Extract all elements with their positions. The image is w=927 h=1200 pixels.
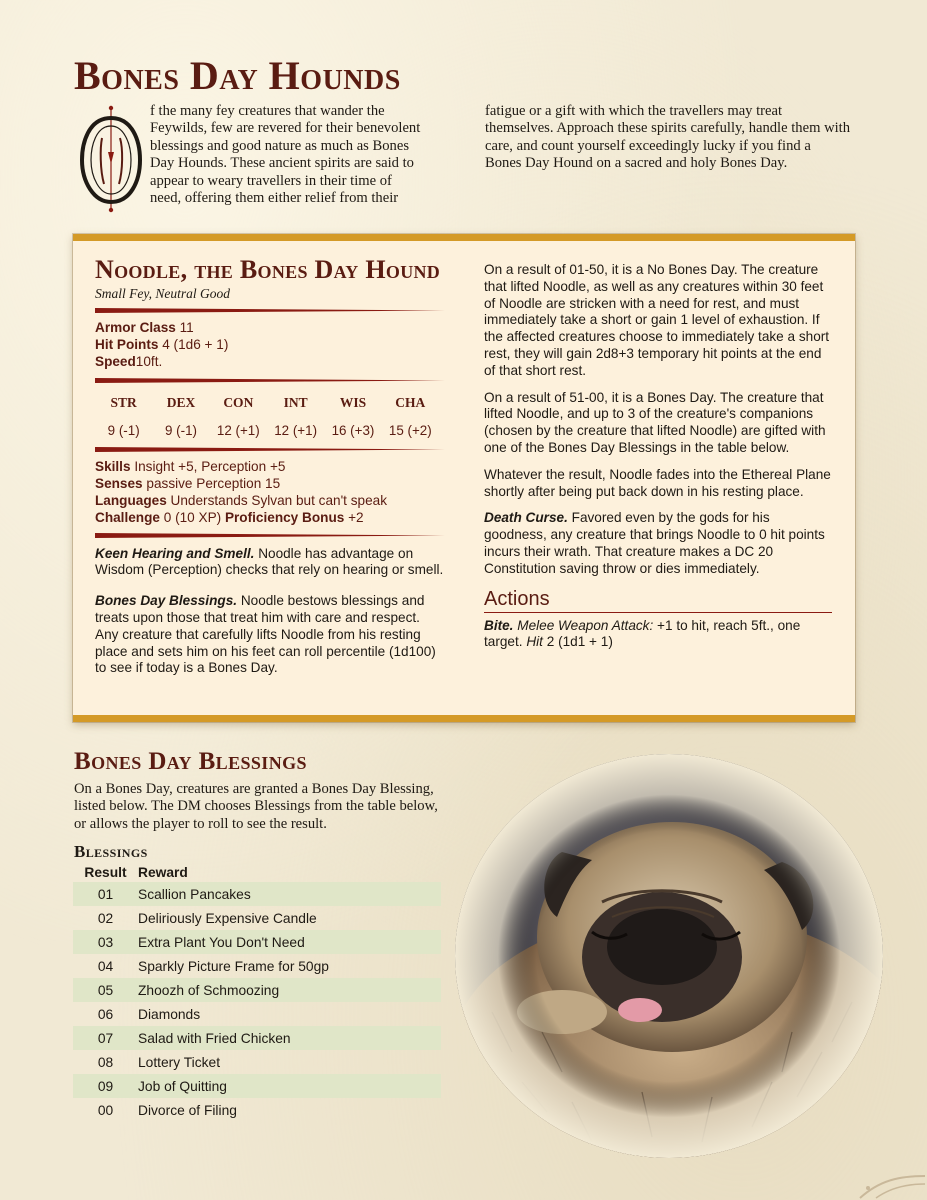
senses: Senses passive Perception 15 [95,476,281,492]
tapered-rule [95,378,445,383]
intro-line: f the many fey creatures that wander the [150,103,385,119]
blessings-table-title: Blessings [74,842,148,861]
ability-scores [95,395,439,438]
table-row: 04 Sparkly Picture Frame for 50gp [97,958,329,974]
intro-line: blessings and good nature as much as Bones [150,137,409,154]
page-title: Bones Day Hounds [74,53,401,98]
drop-cap-ornament [78,104,144,214]
challenge: Challenge 0 (10 XP) Proficiency Bonus +2 [95,509,364,525]
stat-block-left-column [95,255,445,687]
table-row: 05 Zhoozh of Schmoozing [73,978,441,1002]
ability-con: CON 12 (+1) [216,395,260,439]
monster-type: Small Fey, Neutral Good [95,286,230,301]
table-row: 03 Extra Plant You Don't Need [73,930,441,954]
column-header-reward: Reward [138,864,188,880]
tapered-rule [95,533,445,538]
blessings-section-title: Bones Day Blessings [74,748,307,775]
intro-line: Day Hounds. These ancient spirits are said to [150,155,414,172]
trait-keen-senses: Keen Hearing and Smell. Noodle has advantage on Wisdom (Perception) checks that rely on hearing or smell. [95,545,444,578]
table-row: 08 Lottery Ticket [97,1054,221,1070]
intro-line: need, offering them either relief from their [150,190,399,207]
tapered-rule [95,308,445,313]
ability-wis: WIS 16 (+3) [331,395,375,439]
table-row: 02 Deliriously Expensive Candle [97,910,317,926]
trait-death-curse: Death Curse. Favored even by the gods for his goodness, any creature that brings Noodle to 0 hit points incurs their wrath. That creature makes a DC 20 Constitution saving throw or dies immediately. [484,510,825,576]
hit-points: Hit Points 4 (1d6 + 1) [95,336,229,352]
trait-bones-day-blessings: Bones Day Blessings. Noodle bestows blessings and treats upon those that treat him with care and respect. Any creature that carefully lifts Noodle from his resting place and sets him on his feet can roll percentile (1d100) to see if today is a Bones Day. [95,593,436,676]
intro-right-column: fatigue or a gift with which the travellers may treat themselves. Approach these spirits carefully, handle them with care, and count yourself exceedingly lucky if you find a Bones Day Hound on a sacred and holy Bones Day. [485,103,851,172]
column-header-result: Result [84,864,127,880]
intro-line: appear to weary travellers in their time of [150,172,392,189]
tapered-rule [95,447,445,452]
monster-name: Noodle, the Bones Day Hound [95,255,441,284]
actions-heading: Actions [484,588,832,613]
table-row: 07 Salad with Fried Chicken [73,1026,441,1050]
intro-line: Feywilds, few are revered for their benevolent [150,120,421,137]
table-row: 06 Diamonds [97,1006,201,1022]
trait-result-no-bones: On a result of 01-50, it is a No Bones Day. The creature that lifted Noodle, as well as any creatures within 30 feet of Noodle are stricken with a need for rest, and must immediately take a short or gain 1 level of exhaustion. If the affected creatures choose to immediately take a short rest, they will gain 2d8+3 temporary hit points at the end of that short rest. [484,262,830,378]
ability-cha: CHA 15 (+2) [388,395,432,439]
blessings-intro: On a Bones Day, creatures are granted a Bones Day Blessing, listed below. The DM chooses Blessings from the table below, or allows the player to roll to see the result. [74,781,438,832]
blessings-table [73,862,441,1122]
page-corner-ornament [840,1140,927,1200]
stat-block [73,234,855,722]
table-row: 01 Scallion Pancakes [73,882,441,906]
action-bite: Bite. Melee Weapon Attack: +1 to hit, reach 5ft., one target. Hit 2 (1d1 + 1) [484,617,801,650]
ability-dex: DEX 9 (-1) [164,395,197,439]
intro-left-column [150,103,440,207]
sleeping-pug-illustration [452,752,886,1160]
ability-str: STR 9 (-1) [107,395,140,439]
table-header [73,862,441,882]
trait-result-fade: Whatever the result, Noodle fades into the Ethereal Plane shortly after being put back down in his resting place. [484,466,831,499]
ability-int: INT 12 (+1) [274,395,318,439]
armor-class: Armor Class 11 [95,320,194,335]
languages: Languages Understands Sylvan but can't speak [95,492,387,508]
stat-block-right-column [484,262,832,661]
table-row: 00 Divorce of Filing [97,1102,237,1118]
table-row: 09 Job of Quitting [73,1074,441,1098]
skills: Skills Insight +5, Perception +5 [95,459,286,475]
speed: Speed10ft. [95,353,163,369]
trait-result-bones: On a result of 51-00, it is a Bones Day. The creature that lifted Noodle, and up to 3 of the creature's companions (chosen by the creature that lifted Noodle) are gifted with one of the Bones Day Blessings in the table below. [484,389,826,455]
